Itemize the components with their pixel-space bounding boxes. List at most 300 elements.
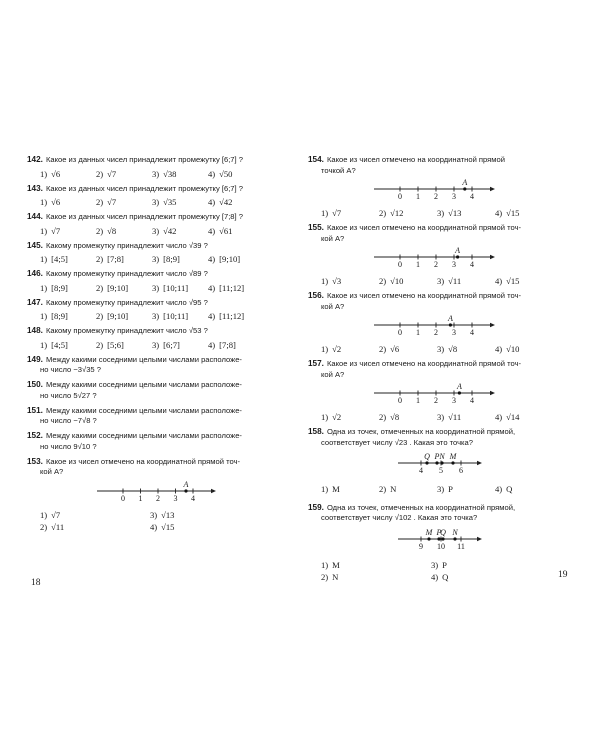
problem-147 [27, 298, 295, 322]
option-label: 4) [495, 412, 503, 422]
option-label: 4) [495, 208, 503, 218]
option-value: √2 [332, 344, 342, 354]
option-value: [9;10] [107, 282, 129, 293]
answer-option [96, 254, 152, 265]
answer-option [96, 226, 152, 237]
option-label: 1) [40, 168, 48, 179]
problem-text: Какое из данных чисел принадлежит промежутку [7;8] ? [45, 212, 243, 221]
tick-label: 4 [470, 396, 474, 405]
number-line [308, 179, 548, 205]
option-label: 3) [152, 225, 160, 236]
problem-number: 150. [27, 380, 43, 389]
number-line [308, 247, 548, 273]
option-value: √3 [332, 276, 342, 286]
option-value: √35 [163, 197, 177, 207]
tick-label: 6 [459, 466, 463, 475]
right-page-column [308, 155, 580, 587]
answer-options [308, 276, 580, 287]
option-label: 4) [495, 344, 503, 354]
problem-header [27, 212, 295, 223]
answer-option [379, 344, 437, 355]
answer-option [437, 276, 495, 287]
problem-text: Между какими соседними целыми числами расположе- [45, 431, 242, 440]
option-value: [7;8] [219, 339, 236, 350]
answer-option [495, 344, 553, 355]
problem-text: Какому промежутку принадлежит число √89 ? [45, 269, 208, 278]
tick-label: 4 [470, 328, 474, 337]
answer-option [96, 340, 152, 351]
option-value: [10;11] [163, 311, 189, 321]
option-label: 4) [208, 168, 216, 179]
problem-number: 156. [308, 291, 324, 300]
option-label: 1) [40, 509, 48, 520]
option-value: [11;12] [219, 311, 245, 321]
point-label: P [436, 527, 442, 537]
option-value: √13 [448, 208, 462, 218]
answer-option [152, 311, 208, 322]
option-label: 1) [40, 197, 48, 207]
problem-header [27, 184, 295, 195]
tick-label: 1 [416, 260, 420, 269]
option-label: 4) [495, 484, 503, 494]
answer-option [321, 484, 379, 495]
option-value: √50 [219, 168, 233, 179]
option-label: 2) [379, 208, 387, 218]
answer-option [152, 226, 208, 237]
point-N [453, 537, 456, 540]
option-label: 2) [379, 412, 387, 422]
option-label: 4) [208, 197, 216, 207]
problem-text: Какое из данных чисел принадлежит промежутку [6;7] ? [45, 155, 243, 164]
answer-options [308, 344, 580, 355]
problem-number: 149. [27, 354, 43, 364]
option-value: √11 [448, 276, 462, 286]
problem-text: Какое из чисел отмечено на координатной прямой [326, 155, 505, 164]
option-value: [10;11] [163, 282, 189, 293]
problem-159 [308, 503, 580, 583]
option-value: M [332, 484, 340, 494]
option-label: 1) [40, 254, 48, 264]
problem-text: Одна из точек, отмеченных на координатной прямой, [326, 427, 516, 436]
answer-option [495, 276, 553, 287]
problem-header [308, 155, 580, 166]
option-label: 3) [437, 412, 445, 422]
tick-label: 2 [156, 493, 160, 503]
answer-option [40, 340, 96, 351]
option-label: 2) [96, 254, 104, 264]
problem-header [27, 380, 295, 391]
option-label: 3) [431, 559, 439, 570]
option-label: 3) [437, 484, 445, 494]
option-value: √15 [506, 276, 520, 286]
option-label: 2) [96, 311, 104, 321]
problem-text-cont: соответствует числу √23 . Какая это точка? [321, 437, 473, 447]
answer-options [27, 226, 295, 237]
option-value: Q [506, 484, 513, 494]
problem-header [308, 223, 580, 234]
problem-number: 159. [308, 502, 324, 512]
number-line [308, 315, 548, 341]
answer-option [321, 208, 379, 219]
option-label: 3) [437, 344, 445, 354]
problem-header [27, 155, 295, 166]
problem-header [308, 359, 580, 370]
point-P [435, 461, 438, 464]
point-label: A [447, 315, 453, 323]
point-label: N [439, 452, 445, 461]
option-label: 1) [40, 282, 48, 293]
option-value: [7;8] [107, 254, 124, 264]
option-value: N [390, 484, 397, 494]
answer-option [437, 484, 495, 495]
answer-option [40, 197, 96, 208]
problem-text-cont: соответствует числу √102 . Какая это точка? [321, 513, 478, 522]
point-A [184, 489, 187, 492]
option-label: 3) [150, 509, 158, 520]
axis-arrow [490, 323, 495, 327]
tick-label: 2 [434, 260, 438, 269]
problem-number: 152. [27, 431, 43, 440]
point-P [437, 537, 440, 540]
answer-option [321, 344, 379, 355]
problem-header [27, 241, 295, 252]
answer-option [150, 522, 260, 533]
option-label: 3) [437, 276, 445, 286]
option-label: 1) [321, 484, 329, 494]
option-label: 1) [321, 412, 329, 422]
tick-label: 10 [437, 541, 445, 551]
option-value: √8 [448, 344, 458, 354]
problem-header [27, 406, 295, 417]
tick-label: 1 [416, 192, 420, 201]
tick-label: 5 [439, 466, 443, 475]
option-label: 4) [495, 276, 503, 286]
option-value: [8;9] [51, 311, 68, 321]
tick-label: 2 [434, 396, 438, 405]
answer-option [40, 311, 96, 322]
option-value: √7 [107, 168, 117, 179]
answer-option [208, 283, 264, 294]
problem-text: Какому промежутку принадлежит число √53 ? [45, 326, 208, 335]
answer-option [96, 197, 152, 208]
option-value: √42 [163, 225, 177, 236]
problem-148 [27, 326, 295, 350]
option-value: [4;5] [51, 339, 68, 350]
answer-options [27, 169, 295, 180]
option-label: 4) [208, 225, 216, 236]
answer-options [308, 208, 580, 219]
option-label: 1) [321, 276, 329, 286]
problem-text-cont: но число 9√10 ? [40, 441, 97, 451]
tick-label: 11 [457, 541, 465, 551]
option-label: 4) [208, 339, 216, 350]
answer-option [40, 169, 96, 180]
problem-149 [27, 355, 295, 376]
option-value: [8;9] [163, 254, 180, 264]
problem-text: Какое из чисел отмечено на координатной прямой точ- [326, 291, 522, 300]
problem-number: 143. [27, 183, 43, 193]
option-label: 1) [40, 225, 48, 236]
axis-arrow [211, 488, 216, 492]
answer-option [321, 412, 379, 423]
problem-text: Между какими соседними целыми числами расположе- [45, 405, 242, 415]
option-value: M [332, 559, 340, 570]
point-label: Q [440, 527, 446, 537]
tick-label: 0 [398, 192, 402, 201]
answer-option [431, 572, 541, 583]
point-label: P [434, 452, 440, 461]
option-label: 2) [96, 225, 104, 236]
problem-text-cont: точкой A? [321, 165, 356, 175]
problem-152 [27, 431, 295, 452]
problem-text: Одна из точек, отмеченных на координатной прямой, [326, 502, 516, 512]
option-label: 1) [40, 311, 48, 321]
problem-text-cont: но число 5√27 ? [40, 390, 97, 400]
answer-option [40, 254, 96, 265]
tick-label: 0 [121, 493, 125, 503]
problem-text-cont: но число −3√35 ? [40, 365, 101, 374]
option-label: 3) [152, 168, 160, 179]
option-label: 4) [208, 311, 216, 321]
number-line [308, 383, 548, 409]
problem-number: 153. [27, 456, 43, 466]
answer-option [152, 197, 208, 208]
tick-label: 3 [452, 192, 456, 201]
option-label: 1) [321, 208, 329, 218]
tick-label: 1 [138, 493, 143, 503]
point-label: M [425, 527, 433, 537]
problem-text-cont: кой A? [321, 233, 345, 243]
number-line-153 [27, 481, 267, 507]
point-Q [425, 461, 428, 464]
answer-option [208, 254, 264, 265]
tick-label: 3 [452, 396, 456, 405]
answer-option [40, 522, 150, 533]
option-label: 2) [379, 484, 387, 494]
option-label: 2) [96, 197, 104, 207]
option-value: P [448, 484, 453, 494]
options-158 [308, 484, 580, 495]
problem-text: Какое из чисел отмечено на координатной прямой точ- [326, 359, 522, 368]
option-value: √42 [219, 197, 233, 207]
option-value: √14 [506, 412, 520, 422]
tick-label: 3 [173, 493, 178, 503]
problem-text: Какое из чисел отмечено на координатной прямой точ- [326, 223, 522, 232]
option-value: √13 [161, 509, 175, 520]
point-label: Q [424, 452, 430, 461]
option-label: 2) [379, 344, 387, 354]
point-A [449, 323, 452, 326]
option-value: √6 [51, 197, 61, 207]
problem-text-cont: но число −7√8 ? [40, 416, 97, 425]
page-number-left: 18 [31, 578, 41, 588]
problem-number: 148. [27, 326, 43, 335]
point-M [451, 461, 454, 464]
answer-option [152, 254, 208, 265]
option-value: √7 [332, 208, 342, 218]
option-label: 4) [431, 572, 439, 582]
option-value: √6 [51, 168, 61, 179]
point-label: A [455, 247, 461, 255]
point-A [463, 187, 466, 190]
tick-label: 4 [470, 192, 474, 201]
answer-option [152, 169, 208, 180]
option-value: √7 [51, 225, 61, 236]
tick-label: 4 [470, 260, 474, 269]
option-value: √12 [390, 208, 404, 218]
problem-number: 144. [27, 212, 43, 221]
axis-arrow [477, 461, 482, 465]
answer-options [308, 412, 580, 423]
tick-label: 1 [416, 328, 420, 337]
answer-option [321, 276, 379, 287]
problem-text: Между какими соседними целыми числами расположе- [45, 354, 242, 364]
point-M [427, 537, 430, 540]
answer-option [96, 283, 152, 294]
option-value: [4;5] [51, 254, 68, 264]
point-Q [441, 537, 444, 540]
option-label: 3) [152, 254, 160, 264]
option-label: 2) [321, 572, 329, 582]
answer-option [379, 208, 437, 219]
tick-label: 0 [398, 260, 402, 269]
answer-options [27, 283, 295, 294]
axis-arrow [490, 187, 495, 191]
answer-option [96, 311, 152, 322]
answer-option [495, 484, 553, 495]
problem-text: Какое из данных чисел принадлежит промежутку [6;7] ? [45, 183, 243, 193]
option-label: 3) [152, 339, 160, 350]
option-label: 1) [321, 559, 329, 570]
problem-number: 155. [308, 223, 324, 232]
tick-label: 3 [452, 260, 456, 269]
problem-158 [308, 427, 580, 495]
answer-option [437, 412, 495, 423]
answer-options [27, 197, 295, 208]
option-label: 3) [152, 282, 160, 293]
answer-option [208, 197, 264, 208]
option-value: [5;6] [107, 339, 124, 350]
option-label: 4) [208, 254, 216, 264]
answer-option [96, 169, 152, 180]
option-value: √7 [107, 197, 117, 207]
option-value: √7 [51, 509, 61, 520]
problem-number: 154. [308, 155, 324, 164]
tick-label: 4 [191, 493, 195, 503]
problem-text-cont: кой A? [321, 301, 345, 311]
option-value: √10 [506, 344, 520, 354]
problem-146 [27, 269, 295, 293]
problem-151 [27, 406, 295, 427]
options-159 [308, 560, 580, 583]
problem-header [27, 298, 295, 309]
option-value: [6;7] [163, 339, 180, 350]
answer-options [27, 311, 295, 322]
answer-option [321, 572, 431, 583]
option-value: √38 [163, 168, 177, 179]
option-value: √10 [390, 276, 404, 286]
problem-number: 146. [27, 269, 43, 278]
point-label: A [462, 179, 468, 187]
answer-option [152, 340, 208, 351]
problem-header [27, 326, 295, 337]
answer-option [208, 226, 264, 237]
option-value: √15 [161, 522, 175, 532]
problem-number: 158. [308, 427, 324, 436]
problem-number: 145. [27, 240, 43, 250]
problem-text-cont: кой A? [321, 369, 345, 379]
answer-option [495, 208, 553, 219]
option-value: √15 [506, 208, 520, 218]
option-value: √8 [107, 225, 117, 236]
tick-label: 0 [398, 328, 402, 337]
axis-arrow [477, 536, 482, 540]
problem-142 [27, 155, 295, 179]
problem-number: 147. [27, 297, 43, 307]
option-label: 2) [96, 339, 104, 350]
problem-155 [308, 223, 580, 287]
tick-label: 2 [434, 328, 438, 337]
option-label: 2) [379, 276, 387, 286]
option-value: √11 [51, 522, 65, 532]
problem-text: Между какими соседними целыми числами расположе- [45, 380, 242, 389]
problem-143 [27, 184, 295, 208]
option-value: √61 [219, 225, 233, 236]
point-A [458, 391, 461, 394]
point-label: A [456, 383, 462, 391]
problem-text-cont: кой A? [40, 467, 64, 476]
left-page-column [27, 155, 295, 537]
problem-150 [27, 380, 295, 401]
answer-option [208, 311, 264, 322]
answer-option [208, 169, 264, 180]
problem-154 [308, 155, 580, 219]
tick-label: 4 [419, 466, 423, 475]
point-A [456, 255, 459, 258]
problem-145 [27, 241, 295, 265]
answer-option [379, 276, 437, 287]
answer-option [40, 226, 96, 237]
option-value: [11;12] [219, 282, 245, 293]
problem-header [27, 355, 295, 366]
number-line-159 [308, 527, 548, 557]
axis-arrow [490, 255, 495, 259]
option-label: 3) [152, 311, 160, 321]
option-value: √8 [390, 412, 400, 422]
option-value: √2 [332, 412, 342, 422]
problem-153 [27, 457, 295, 533]
problem-header [27, 431, 295, 442]
answer-option [152, 283, 208, 294]
problem-number: 157. [308, 359, 324, 368]
option-label: 2) [96, 282, 104, 293]
option-value: [9;10] [219, 254, 241, 264]
option-value: N [332, 572, 339, 582]
answer-options [27, 340, 295, 351]
problem-144 [27, 212, 295, 236]
problem-number: 151. [27, 405, 43, 415]
answer-option [437, 344, 495, 355]
answer-option [379, 412, 437, 423]
option-value: [9;10] [107, 311, 129, 321]
option-value: P [442, 559, 447, 570]
option-label: 2) [96, 168, 104, 179]
problem-text: Какому промежутку принадлежит число √95 ? [45, 297, 208, 307]
option-label: 3) [152, 197, 160, 207]
point-N [440, 461, 443, 464]
options-153 [27, 510, 295, 533]
number-line-158 [308, 451, 548, 481]
